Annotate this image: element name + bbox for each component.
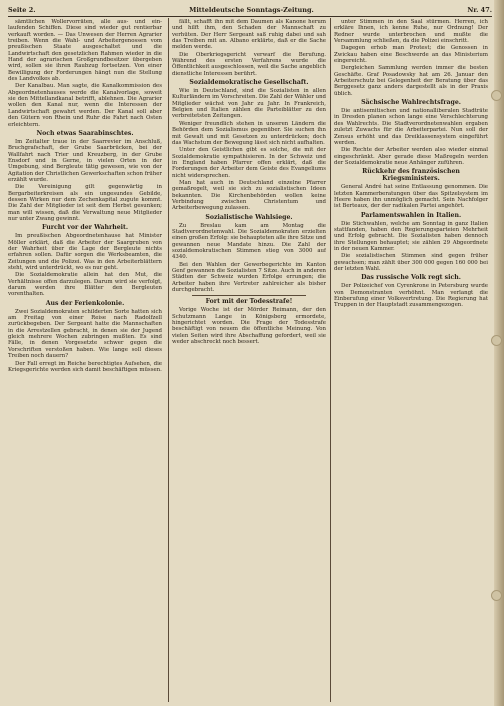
paragraph: Die Oberkriegsgericht verwarf die Berufung. Während des ersten Verfahrens wurde die Öffentlichkeit ausgeschlossen, weil die Sache angeblich dienstliche Interessen berührt. <box>172 51 326 77</box>
article-heading: Furcht vor der Wahrheit. <box>41 224 129 232</box>
paragraph: Unter den Geistlichen gibt es solche, die mit der Sozialdemokratie sympathisieren. In der Schweiz und in England haben Pfarrer offen erklärt, daß die Forderungen der Arbeiter dem Geiste des Evangeliums nicht widersprechen. <box>172 147 326 179</box>
paragraph: Der Fall erregt im Reiche berechtigtes Aufsehen, die Kriegsgerichte werden sich damit beschäftigen müssen. <box>8 360 162 373</box>
page-header <box>8 4 492 17</box>
paragraph: Die Stichwahlen, welche am Sonntag in ganz Italien stattfanden, haben den Regierungsparteien Mehrheit und Erfolg gebracht. Die Sozialisten haben dennoch ihre Stellungen behauptet; sie zählen 29 Abgeordnete in der neuen Kammer. <box>334 220 488 252</box>
binding-hole <box>491 90 502 101</box>
paragraph: Im preußischen Abgeordnetenhause hat Minister Möller erklärt, daß die Arbeiter der Saargruben von der Wahrheit über die Lage der Bergleute nichts erfahren sollen. Dafür sorgen die Werksbeamten, die Zeitungen und die Polizei. Was in den Arbeiterblättern steht, wird unterdrückt, wo es nur geht. <box>8 233 162 272</box>
newspaper-title: Mitteldeutsche Sonntags-Zeitung. <box>189 6 314 14</box>
paragraph: Die sozialistischen Stimmen sind gegen früher gewachsen; man zählt über 300 000 gegen 160 000 bei der letzten Wahl. <box>334 253 488 272</box>
paragraph: Zwei Sozialdemokraten schilderten Sorte hatten sich am Freitag von einer Reise nach Radolfzell zurückbegeben. Der Sergeant hatte die Mannschaften in die Arrestzellen gebracht, in denen sie der Jugend gleich mehrere Wochen zubringen mußten. Es sind Fälle, in denen Vorgesetzte schwer gegen die Vorschriften verstoßen haben. Wie lange soll dieses Treiben noch dauern? <box>8 308 162 360</box>
paragraph: Vorige Woche ist der Mörder Reimann, der den Schutzmann Lange in Königsberg ermordete, hingerichtet worden. Die Frage der Todesstrafe beschäftigt von neuem die öffentliche Meinung. Von vielen Seiten wird ihre Abschaffung gefordert, weil sie weder abschreckt noch bessert. <box>172 307 326 346</box>
paragraph: Die Rechte der Arbeiter werden also wieder einmal eingeschränkt. Aber gerade diese Maßregeln werden der Sozialdemokratie neue Anhänger zuführen. <box>334 147 488 166</box>
paragraph: Die Sozialdemokratie allein hat den Mut, die Verhältnisse offen darzulegen. Darum wird sie verfolgt, darum werden ihre Blätter den Bergleuten vorenthalten. <box>8 272 162 298</box>
paragraph: Man hat auch in Deutschland einzelne Pfarrer gemaßregelt, weil sie sich zu sozialistischen Ideen bekannten. Die Kirchenbehörden wollen keine Verbindung zwischen Christentum und Arbeiterbewegung zulassen. <box>172 179 326 212</box>
paragraph: Die antisemitischen und nationalliberalen Stadträte in Dresden planen schon lange eine Verschlechterung des Wahlrechts. Die Stadtverordnetenwahlen ergaben zuletzt Zuwachs für die Arbeiterpartei. Nun soll der Zensus erhöht und das Dreiklassensystem eingeführt werden. <box>334 108 488 146</box>
paragraph: Die Vereinigung gilt gegenwärtig in Bergarbeiterkreisen als ein ungesundes Gebilde, dessen Wirken nur dem Zechenkapital zugute kommt. Die Zahl der Mitglieder ist seit dem Herbst gesunken; man will wissen, daß die Verwaltung neue Mitglieder nur unter Zwang gewinnt. <box>8 184 162 222</box>
paragraph: sämtlichen Wollervorräten, alle aus- und ein-laufenden Schiffen. Diese sind wieder gut rentierbar verkauft worden. — Das Unwesen der Herren Agrarier treiben. Wenn die Wahl- und Arbeitergenossen vom preußischen Staate ausgeschaltet und die Landwirtschaft den gesetzlichen Rahmen wieder in die Hand der agrarischen Großgrundbesitzer übergeben wird, sollen sie ihren Raubzug fortsetzen. Von einer Bewilligung der Forderungen hängt nun die Stellung des Landvolkes ab. <box>8 19 162 83</box>
paragraph: Der Polizeichef von Cyrenkrone in Petersburg wurde von Demonstranten verhöhnt. Man verlangt die Einberufung einer Volksvertretung. Die Regierung hat Truppen in der Hauptstadt zusammengezogen. <box>334 283 488 309</box>
paragraph: Der Kanalbau. Man sagte, die Kanalkommission des Abgeordnetenhauses werde die Kanalvorlage, soweit sie den Mittellandkanal betrifft, ablehnen. Die Agrarier wollen den Kanal nur, wenn die Interessen der Landwirtschaft gewahrt werden. Der Kanal soll aber den Gütern von Rhein und Ruhr die Fahrt nach Osten erleichtern. <box>8 83 162 128</box>
column-rule <box>330 18 331 702</box>
paragraph: General André hat seine Entlassung genommen. Die letzten Kammerberatungen über das Spitzelsystem im Heere haben ihn unmöglich gemacht. Sein Nachfolger ist Berteaux, der der radikalen Partei angehört. <box>334 184 488 210</box>
column-middle <box>172 19 326 701</box>
article-heading: Sozialistische Wahlsiege. <box>205 213 293 221</box>
issue-number: Nr. 47. <box>467 6 492 14</box>
paragraph: Dergleichen Sammlung werden immer die besten Geschäfte. Graf Posadowsky hat am 26. Januar den Arbeiterschutz bei Gelegenheit der Beratung über das Berggesetz ganz anders dargestellt als in der Praxis üblich. <box>334 65 488 97</box>
paragraph: unter Stimmen in den Saal stürmen. Herren, ich erkläre Ihnen, ich kenne Ruhe, nur Ordnung! Der Redner wurde unterbrochen und mußte die Versammlung schließen, da die Polizei einschritt. <box>334 19 488 45</box>
column-right <box>334 19 488 701</box>
paragraph: fällt, schafft ihn mit dem Daumen als Kanone herum und hilft ihm, den Schaden der Mannschaft zu verhüten. Der Herr Sergeant saß ruhig dabei und sah das Treiben mit an. Albano erklärte, daß er die Sache melden werde. <box>172 19 326 51</box>
column-rule <box>168 18 169 702</box>
section-divider <box>192 295 306 296</box>
article-heading: Fort mit der Todesstrafe! <box>205 298 293 306</box>
article-heading: Sozialdemokratische Gesellschaft. <box>189 79 309 87</box>
article-heading: Das russische Volk regt sich. <box>361 274 461 282</box>
article-heading: Parlamentswahlen in Italien. <box>360 211 462 219</box>
article-heading: Rückkehr des französischen Kriegsministers. <box>362 168 460 183</box>
binding-hole <box>491 335 502 346</box>
article-heading: Sächsische Wahlrechtsfrage. <box>361 99 461 107</box>
binding-hole <box>491 590 502 601</box>
article-heading: Noch etwas Saarabinschtes. <box>36 129 134 137</box>
page-number: Seite 2. <box>8 6 36 14</box>
column-left <box>8 19 162 701</box>
article-heading: Aus der Ferienkolonie. <box>45 299 125 307</box>
paragraph: Wie in Deutschland, sind die Sozialisten in allen Kulturländern im Vorschreiten. Die Zahl der Wähler und Mitglieder wächst von Jahr zu Jahr. In Frankreich, Belgien und Italien zählen die Parteiblätter zu den verbreitetsten Zeitungen. <box>172 88 326 120</box>
paragraph: Zu Breslau kam am Montag die Stadtverordnetenwahl. Die Sozialdemokraten erzielten einen großen Erfolg: sie behaupteten alle ihre Sitze und gewannen neue Mandate hinzu. Die Zahl der sozialdemokratischen Stimmen stieg von 3000 auf 4340. <box>172 222 326 261</box>
paragraph: Im Zeitalter traue in der Saarrevier im Anschluß, Bruchgrafschaft, der Grube Saarbrücken, bei der Wallfahrt nach Trier und Kreuzberg, in der Grube Ensdorf und in Gerne, in vielen Orten in der Umgebung, sind Bergleute tätig gewesen, wie von der Agitation der Christlichen Gewerkschaften schon früher erzählt wurde. <box>8 138 162 183</box>
paragraph: Weniger freundlich stehen in unseren Ländern die Behörden dem Sozialismus gegenüber. Sie suchen ihn mit Gewalt und mit Gesetzen zu unterdrücken; doch das Wachstum der Bewegung lässt sich nicht aufhalten. <box>172 120 326 146</box>
paragraph: Dagegen erhob man Protest; die Genossen in Zwickau haben eine Beschwerde an das Ministerium eingereicht. <box>334 45 488 65</box>
paragraph: Bei den Wahlen der Gewerbegerichte im Kanton Genf gewannen die Sozialisten 7 Sitze. Auch in anderen Städten der Schweiz wurden Erfolge errungen; die Arbeiter haben ihre Vertreter zahlreicher als bisher durchgebracht. <box>172 261 326 294</box>
